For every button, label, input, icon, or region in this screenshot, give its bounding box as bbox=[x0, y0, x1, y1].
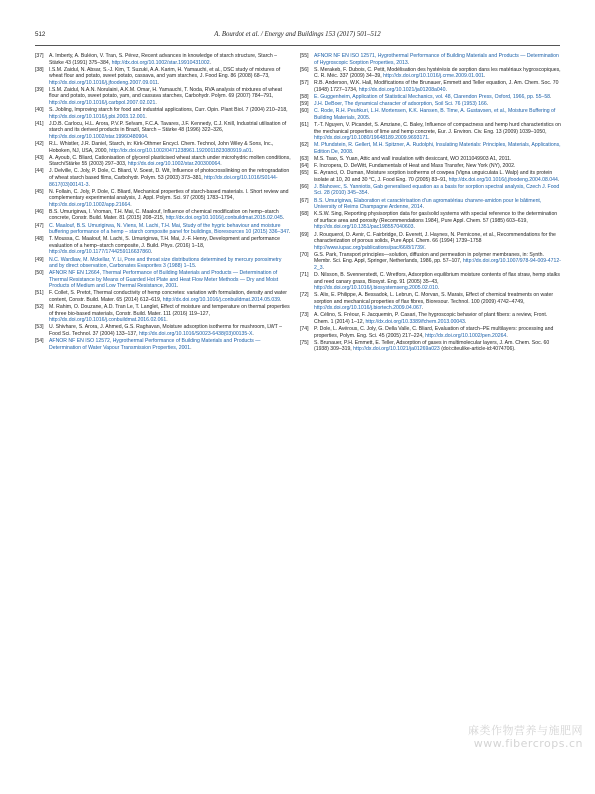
reference-text bbox=[314, 170, 562, 183]
reference-item bbox=[35, 189, 291, 209]
reference-link[interactable]: http://dx.doi.org/10.1016/j.biortech.2009.04.067 bbox=[314, 305, 422, 312]
reference-text bbox=[314, 94, 562, 101]
reference-number: [38] bbox=[35, 66, 44, 73]
watermark-line-2: www.fibercrops.cn bbox=[473, 737, 583, 750]
reference-body: J.D.B. Carlocu, H.L. Arora, P.V.P. Selvam, F.C.A. Tavares, J.F. Kennedy, C.J. Knill, Industrial utilisation of starch and its derived products in Brazil, Starch – Stärke 48 (1996) 322–326, bbox=[49, 120, 287, 134]
references-left-column bbox=[35, 53, 291, 352]
reference-body: S. Alix, E. Philippe, A. Bessadok, L. Lebrun, C. Morvan, S. Marais, Effect of chemical treatments on water sorption and mechanical properties of flax fibres, Bioresour. Technol. 100 (2009) 4742–4749, bbox=[314, 292, 554, 305]
reference-link[interactable]: http://dx.doi.org/10.1016/j.jfoodeng.2007.09.011 bbox=[49, 79, 158, 86]
reference-text bbox=[314, 292, 562, 312]
reference-number: [50] bbox=[35, 270, 44, 277]
running-header bbox=[35, 31, 560, 43]
reference-tail: . bbox=[424, 244, 426, 251]
reference-link[interactable]: http://dx.doi.org/10.1016/j.conbuildmat.2014.05.039 bbox=[162, 297, 280, 303]
reference-text bbox=[314, 198, 562, 211]
reference-item bbox=[35, 141, 291, 154]
reference-text bbox=[314, 108, 562, 121]
reference-tail: . bbox=[368, 114, 371, 121]
reference-item bbox=[300, 94, 562, 101]
reference-link[interactable]: http://dx.doi.org/10.1007/978-94-009-4712-2_3 bbox=[314, 258, 561, 271]
reference-item bbox=[300, 142, 562, 155]
reference-tail: . bbox=[367, 190, 369, 197]
reference-item bbox=[35, 155, 291, 168]
reference-body: R.B. Anderson, W.K. Hall, Modifications of the Brunauer, Emmett and Teller equation, J. Am. Chem. Soc. 70 (1948) 1727–1734, bbox=[314, 80, 559, 93]
reference-tail: . bbox=[130, 201, 132, 208]
reference-tail: . bbox=[88, 181, 90, 188]
reference-body: G.S. Park, Transport principles—solution, diffusion and permeation in polymer membranes, in: Synth. Membr. Sci. Eng. Appl, Springer, Netherlands, 1986, pp. 57–107, bbox=[314, 251, 544, 265]
reference-tail: . bbox=[428, 135, 430, 142]
reference-number: [74] bbox=[300, 326, 309, 333]
reference-link[interactable]: C. Maalouf, B.S. Umurigirwa, N. Viens, M. Lachi, T.H. Mai, Study of the hygric behaviour and moisture buffering performance of a hemp – starch composite panel for buildings, Bioresources 10 (2015) 336–347 bbox=[49, 222, 289, 236]
reference-tail: . bbox=[437, 285, 440, 292]
journal-citation: A. Bourdot et al. / Energy and Buildings 153 (2017) 501–512 bbox=[214, 31, 381, 38]
reference-item bbox=[35, 270, 291, 290]
reference-link[interactable]: J.H. DeBoer, The dynamical character of adsorption, Soil Sci. 76 (1953) 166 bbox=[314, 101, 487, 108]
reference-item bbox=[300, 101, 562, 108]
reference-item bbox=[300, 67, 562, 80]
reference-body: M. Rahim, O. Douzane, A.D. Tran Le, T. Langlet, Effect of moisture and temperature on thermal properties of three bio-based materials, Constr. Build. Mater. 111 (2016) 119–127, bbox=[49, 304, 290, 317]
reference-item bbox=[35, 67, 291, 87]
reference-number: [70] bbox=[300, 251, 309, 258]
reference-item bbox=[35, 223, 291, 236]
reference-body: R.L. Whistler, J.R. Daniel, Starch, in: Kirk-Othmer Encycl. Chem. Technol, John Wiley & Sons, Inc., Hoboken, NJ, USA, 2000, bbox=[49, 141, 274, 154]
reference-number: [51] bbox=[35, 290, 44, 297]
reference-link[interactable]: AFNOR NF EN ISO 12571, Hygrothermal Performance of Building Materials and Products — Determination of Hygroscopic Sorption Properties, 2013 bbox=[314, 53, 559, 66]
reference-tail: . bbox=[407, 59, 410, 66]
reference-number: [52] bbox=[35, 304, 44, 311]
reference-item bbox=[300, 122, 562, 142]
reference-link[interactable]: B.S. Umurigirwa, Elaboration et caractérisation d'un agromatériau chanvre-amidon pour le bâtiment, University of Reims Champagne Ardenne, 2014 bbox=[314, 197, 542, 211]
reference-item bbox=[35, 338, 291, 351]
reference-item bbox=[300, 252, 562, 272]
reference-link[interactable]: http://dx.doi.org/10.1016/j.conbuildmat.2016.02.061 bbox=[49, 317, 167, 324]
reference-link[interactable]: http://dx.doi.org/10.1002/pen.20264 bbox=[425, 332, 507, 339]
reference-link[interactable]: http://dx.doi.org/10.1002/star.200300064 bbox=[127, 161, 221, 168]
reference-item bbox=[300, 211, 562, 231]
reference-tail: . bbox=[209, 59, 212, 66]
reference-text bbox=[314, 211, 562, 231]
reference-item bbox=[35, 87, 291, 107]
reference-link[interactable]: C. Rode, R.H. Peuhkuri, L.H. Mortensen, K.K. Hansen, B. Time, A. Gustavsen, et al., Moisture Buffering of Building Materials, 2005 bbox=[314, 108, 556, 121]
reference-tail: . bbox=[352, 148, 354, 155]
reference-body: J. Rouquerol, D. Avnir, C. Fairbridge, D. Everett, J. Haynes, N. Pernicone, et al., Recommendations for the characterization of porous solids, Pure Appl. Chem. 66 (1994) 1739–1758 bbox=[314, 231, 556, 245]
watermark bbox=[468, 724, 583, 750]
reference-text bbox=[314, 101, 562, 108]
references-right-column bbox=[300, 53, 562, 354]
reference-text bbox=[49, 155, 291, 168]
reference-tail: . bbox=[252, 330, 254, 337]
reference-link[interactable]: http://dx.doi.org/10.1351/pac198557040603 bbox=[314, 224, 414, 231]
reference-item bbox=[35, 168, 291, 188]
reference-item bbox=[300, 156, 562, 163]
reference-number: [75] bbox=[300, 339, 309, 346]
reference-text bbox=[314, 312, 562, 325]
watermark-line-1: 麻类作物营养与施肥网 bbox=[468, 724, 583, 737]
reference-tail: . bbox=[464, 319, 467, 326]
reference-item bbox=[35, 304, 291, 324]
reference-tail: . bbox=[486, 101, 489, 108]
reference-number: [72] bbox=[300, 292, 309, 299]
reference-text bbox=[49, 53, 291, 66]
reference-number: [65] bbox=[300, 170, 309, 177]
reference-tail: . bbox=[506, 332, 508, 339]
reference-link[interactable]: http://dx.doi.org/10.1016/j.conbuildmat.2015.02.045 bbox=[165, 215, 283, 222]
reference-text bbox=[314, 142, 562, 155]
reference-number: [59] bbox=[300, 101, 309, 108]
reference-number: [48] bbox=[35, 236, 44, 243]
reference-link[interactable]: http://dx.doi.org/10.1016/S0144-8617(03)00141-3 bbox=[49, 175, 278, 188]
reference-number: [42] bbox=[35, 141, 44, 148]
reference-tail: . bbox=[322, 264, 325, 271]
reference-link[interactable]: http://dx.doi.org/10.1016/j.pbi.2003.12.001 bbox=[49, 113, 146, 120]
reference-text bbox=[49, 209, 291, 222]
reference-body: T. Moussa, C. Maalouf, M. Lachi, S. Umurigirwa, T.H. Mai, J.-F. Henry, Development and performance evaluation of a hemp–starch composite, J. Build. Phys. (2016) 1–18, bbox=[49, 236, 280, 249]
reference-tail: . bbox=[147, 133, 149, 140]
reference-text bbox=[314, 156, 562, 163]
reference-tail: . bbox=[421, 305, 424, 312]
reference-item bbox=[35, 209, 291, 222]
reference-text bbox=[49, 223, 291, 236]
reference-body: M.S. Tsao, S. Yuan, Attic and wall insulation with desiccant, WO 2011049903 A1, 2011. bbox=[314, 155, 512, 162]
reference-tail: . bbox=[155, 100, 157, 107]
reference-tail: . bbox=[422, 204, 425, 211]
reference-body: B.S. Umurigirwa, I. Vroman, T.H. Mai, C. Maalouf, Influence of chemical modification on hemp–starch concrete, Constr. Build. Mater. 81 (2015) 208–215, bbox=[49, 208, 279, 222]
reference-link[interactable]: http://dx.doi.org/10.3389/fchem.2013.00043 bbox=[365, 319, 465, 326]
reference-body: U. Shivhare, S. Arora, J. Ahmed, G.S. Raghavan, Moisture adsorption isotherms for mushroom, LWT – Food Sci. Technol. 37 (2004) 133–137, bbox=[49, 324, 282, 337]
reference-tail: . bbox=[251, 147, 253, 154]
reference-text bbox=[49, 67, 291, 87]
reference-tail: . bbox=[484, 73, 486, 80]
reference-item bbox=[300, 198, 562, 211]
reference-body: S. Brunauer, P.H. Emmett, E. Teller, Adsorption of gases in multimolecular layers, J. Am. Chem. Soc. 60 (1938) 309–319, bbox=[314, 339, 550, 353]
reference-number: [39] bbox=[35, 86, 44, 93]
reference-link[interactable]: J. Blahovec, S. Yanniotis, Gab generalised equation as a basis for sorption spectral analysis, Czech J. Food Sci. 28 (2010) 345–354 bbox=[314, 183, 560, 197]
reference-link[interactable]: http://dx.doi.org/10.1002/0471238961.1920011823080919.a01 bbox=[109, 147, 252, 154]
reference-text bbox=[49, 87, 291, 107]
reference-item bbox=[300, 340, 562, 353]
reference-link[interactable]: http://dx.doi.org/10.1080/19648189.2009.9693171 bbox=[314, 135, 429, 142]
reference-tail: . bbox=[157, 79, 160, 86]
reference-text bbox=[49, 338, 291, 351]
reference-item bbox=[300, 326, 562, 339]
reference-number: [60] bbox=[300, 108, 309, 115]
reference-item bbox=[300, 170, 562, 183]
reference-tail: . bbox=[145, 113, 147, 120]
reference-tail: . bbox=[282, 215, 285, 222]
reference-number: [61] bbox=[300, 122, 309, 129]
reference-text bbox=[314, 272, 562, 292]
reference-item bbox=[300, 108, 562, 121]
reference-link[interactable]: http://dx.doi.org/10.1177/1744259116637860 bbox=[49, 249, 151, 256]
reference-tail: . bbox=[220, 161, 222, 168]
reference-text bbox=[314, 122, 562, 142]
reference-text bbox=[49, 304, 291, 324]
page-number: 512 bbox=[35, 31, 46, 38]
reference-tail: . bbox=[195, 263, 197, 270]
reference-number: [63] bbox=[300, 155, 309, 162]
reference-link[interactable]: M. Pfundstein, R. Gellert, M.H. Spitzner, A. Rudolphi, Insulating Materials: Principles, Materials, Applications, Edition De, 2008 bbox=[314, 142, 561, 155]
reference-text bbox=[314, 326, 562, 339]
reference-link[interactable]: http://dx.doi.org/10.1016/S0023-6438(03)00135-X bbox=[138, 330, 253, 337]
reference-tail: . bbox=[279, 297, 282, 303]
reference-item bbox=[35, 121, 291, 141]
reference-item bbox=[300, 80, 562, 93]
reference-body: N. Follain, C. Joly, P. Dole, C. Bliard, Mechanical properties of starch-based materials. I. Short review and complementary experimental analysis, J. Appl. Polym. Sci. 97 (2005) 1783–1794, bbox=[49, 188, 289, 202]
reference-number: [43] bbox=[35, 154, 44, 161]
reference-text bbox=[314, 53, 562, 66]
reference-body: S. Merakeb, F. Dubois, C. Petit, Modélisation des hystérésis de sorption dans les matériaux hygroscopiques, C. R. Méc. 337 (2009) 34–39, bbox=[314, 66, 561, 80]
reference-number: [71] bbox=[300, 272, 309, 278]
reference-number: [37] bbox=[35, 53, 44, 59]
reference-item bbox=[300, 163, 562, 170]
reference-text bbox=[314, 163, 562, 170]
reference-text bbox=[314, 232, 562, 252]
reference-body: F. Collet, S. Pretot, Thermal conductivity of hemp concretes: variation with formulation, density and water content, Constr. Build. Mater. 65 (2014) 612–619, bbox=[49, 290, 287, 303]
reference-text bbox=[49, 141, 291, 154]
reference-text bbox=[314, 80, 562, 93]
reference-tail: . bbox=[550, 94, 552, 101]
reference-tail: . bbox=[288, 229, 291, 236]
reference-body: J. Delville, C. Joly, P. Dole, C. Bliard, V. Soest, D. Wit, Influence of photocrosslinking on the retrogradation of wheat starch based films, Carbohydr. Polym. 53 (2003) 373–381, bbox=[49, 168, 290, 181]
reference-number: [55] bbox=[300, 53, 309, 59]
reference-link[interactable]: E. Guggenheim, Application of Statistical Mechanics, vol. 48, Clarendon Press, Oxford, 1966, pp. 55–58 bbox=[314, 94, 551, 101]
reference-item bbox=[35, 324, 291, 337]
reference-body: K.S.W. Sing, Reporting physisorption data for gas/solid systems with special reference to the determination of surface area and porosity (Recommendations 1984), Pure Appl. Chem. 57 (1985) 603–619, bbox=[314, 211, 558, 224]
reference-body: S. Jobling, Improving starch for food and industrial applications, Curr. Opin. Plant Biol. 7 (2004) 210–218, bbox=[49, 107, 288, 114]
reference-number: [66] bbox=[300, 183, 309, 190]
reference-item bbox=[300, 312, 562, 325]
header-rule bbox=[35, 45, 560, 46]
reference-text bbox=[49, 107, 291, 120]
reference-link[interactable]: http://dx.doi.org/10.1002/star.19910431002 bbox=[111, 59, 210, 66]
reference-item bbox=[35, 257, 291, 270]
reference-link[interactable]: http://dx.doi.org/10.1016/j.jfoodeng.2004.08.044 bbox=[448, 176, 558, 183]
reference-number: [62] bbox=[300, 142, 309, 149]
reference-item bbox=[35, 290, 291, 303]
reference-body: A. Imberty, A. Buléon, V. Tran, S. Pérez, Recent advances in knowledge of starch structure, Starch – Stärke 43 (1991) 375–384, bbox=[49, 53, 278, 66]
reference-link[interactable]: http://dx.doi.org/10.1021/ja01208a040 bbox=[358, 86, 446, 93]
reference-tail: . bbox=[166, 317, 168, 324]
reference-number: [69] bbox=[300, 231, 309, 238]
reference-item bbox=[300, 232, 562, 252]
reference-text bbox=[49, 257, 291, 270]
reference-body: E. Ayranci, O. Duman, Moisture sorption isotherms of cowpea (Vigna unguiculata L. Walp) and its protein isolate at 10, 20 and 30 °C, J. Food Eng. 70 (2005) 83–91, bbox=[314, 170, 553, 183]
reference-text bbox=[49, 290, 291, 303]
reference-number: [44] bbox=[35, 168, 44, 175]
reference-item bbox=[35, 107, 291, 120]
reference-number: [45] bbox=[35, 188, 44, 195]
reference-item bbox=[300, 184, 562, 197]
reference-body: A. Ayoub, C. Bliard, Cationisation of glycerol plasticised wheat starch under microhydric molten conditions, Starch/Stärke 55 (2003) 297–303, bbox=[49, 154, 291, 168]
reference-number: [53] bbox=[35, 324, 44, 331]
reference-number: [54] bbox=[35, 338, 44, 345]
reference-item bbox=[35, 53, 291, 66]
reference-link[interactable]: http://dx.doi.org/10.1016/j.carbpol.2007.02.021 bbox=[49, 100, 156, 107]
reference-text bbox=[314, 184, 562, 197]
reference-link[interactable]: http://dx.doi.org/10.1016/j.crme.2009.01.001 bbox=[383, 73, 485, 80]
reference-link[interactable]: http://www.iupac.org/publications/pac/66/8/1739/ bbox=[314, 244, 425, 251]
reference-tail: . bbox=[413, 224, 415, 231]
reference-link[interactable]: http://dx.doi.org/10.1002/app.21664 bbox=[49, 201, 131, 208]
reference-number: [46] bbox=[35, 208, 44, 215]
reference-link[interactable]: http://dx.doi.org/10.1002/star.19960480904 bbox=[49, 133, 148, 140]
reference-number: [67] bbox=[300, 197, 309, 204]
reference-number: [47] bbox=[35, 222, 44, 229]
reference-body: I.S.M. Zaidul, N.A.N. Norulaini, A.K.M. Omar, H. Yamauchi, T. Noda, RVA analysis of mixtures of wheat flour and potato, sweet potato, yam, and cassava starches, Carbohydr. Polym. 69 (2007) 784–791, bbox=[49, 86, 282, 100]
reference-text bbox=[49, 236, 291, 256]
reference-link[interactable]: N.C. Wardlaw, M. Mckellar, Y. Li, Pore and throat size distributions determined by mercury porosimetry and by direct observation, Carbonates Evaporites 3 (1988) 1–15 bbox=[49, 256, 282, 270]
reference-link[interactable]: AFNOR NF EN ISO 12572, Hygrothermal Performance of Building Materials and Products — Determination of Water Vapour Transmission Properties, 2001 bbox=[49, 338, 261, 351]
reference-tail: . bbox=[445, 86, 447, 93]
reference-number: [68] bbox=[300, 211, 309, 218]
reference-tail: . bbox=[150, 249, 153, 256]
reference-body: F. Incropera, D. DeWitt, Fundamentals of Heat and Mass Transfer, New York (NY), 2002. bbox=[314, 163, 516, 170]
reference-text bbox=[49, 189, 291, 209]
reference-item bbox=[300, 292, 562, 312]
reference-text bbox=[49, 270, 291, 290]
reference-link[interactable]: AFNOR NF EN 12664, Thermal Performance of Building Materials and Products — Determination of Thermal Resistance by Means of Guarded Hot Plate and Heat Flow Meter Methods — Dry and Moist Products of Medium and Low Thermal Resistance, 2001 bbox=[49, 270, 279, 290]
reference-text bbox=[49, 324, 291, 337]
reference-text bbox=[314, 340, 562, 353]
reference-body: A. Célino, S. Fréour, F. Jacquemin, P. Casari, The hygroscopic behavior of plant fibers: a review, Front. Chem. 1 (2014) 1–12, bbox=[314, 312, 548, 326]
reference-link[interactable]: http://dx.doi.org/10.1021/ja01269a023 bbox=[353, 346, 440, 353]
reference-number: [56] bbox=[300, 66, 309, 73]
reference-body: I.S.M. Zaidul, N. Absar, S.-J. Kim, T. Suzuki, A.A. Karim, H. Yamauchi, et al., DSC study of mixtures of wheat flour and potato, sweet potato, cassava, and yam starches, J. Food Eng. 86 (2008) 68–73, bbox=[49, 66, 281, 80]
reference-tail: . bbox=[557, 176, 560, 183]
reference-text bbox=[314, 67, 562, 80]
reference-text bbox=[314, 252, 562, 272]
reference-number: [58] bbox=[300, 94, 309, 101]
reference-number: [57] bbox=[300, 80, 309, 87]
reference-number: [73] bbox=[300, 312, 309, 319]
reference-tail: (doi:citeulike-article-id:4074706). bbox=[439, 346, 516, 353]
reference-number: [40] bbox=[35, 107, 44, 114]
reference-body: D. Nilsson, B. Svennerstedt, C. Wretfors, Adsorption equilibrium moisture contents of flax straw, hemp stalks and reed canary grass, Biosyst. Eng. 91 (2005) 35–43, bbox=[314, 272, 560, 285]
reference-link[interactable]: http://dx.doi.org/10.1016/j.biosystemseng.2005.02.010 bbox=[314, 285, 438, 292]
reference-number: [41] bbox=[35, 120, 44, 127]
reference-number: [49] bbox=[35, 256, 44, 263]
reference-item bbox=[300, 272, 562, 292]
reference-tail: . bbox=[190, 344, 192, 351]
reference-item bbox=[300, 53, 562, 66]
reference-number: [64] bbox=[300, 163, 309, 170]
reference-text bbox=[49, 121, 291, 141]
reference-text bbox=[49, 168, 291, 188]
reference-item bbox=[35, 236, 291, 256]
reference-body: P. Dole, L. Avérous, C. Joly, G. Della Valle, C. Bliard, Evaluation of starch–PE multilayers: processing and properties, Polym. Eng. Sci. 45 (2005) 217–224, bbox=[314, 326, 554, 339]
reference-tail: . bbox=[176, 283, 179, 290]
reference-body: T.-T. Nguyen, V. Picandet, S. Amziane, C. Baley, Influence of compactness and hemp hurd characteristics on the mechanical properties of lime and hemp concrete, Eur. J. Environ. Civ. Eng. 13 (2009) 1039–1050, bbox=[314, 122, 561, 135]
